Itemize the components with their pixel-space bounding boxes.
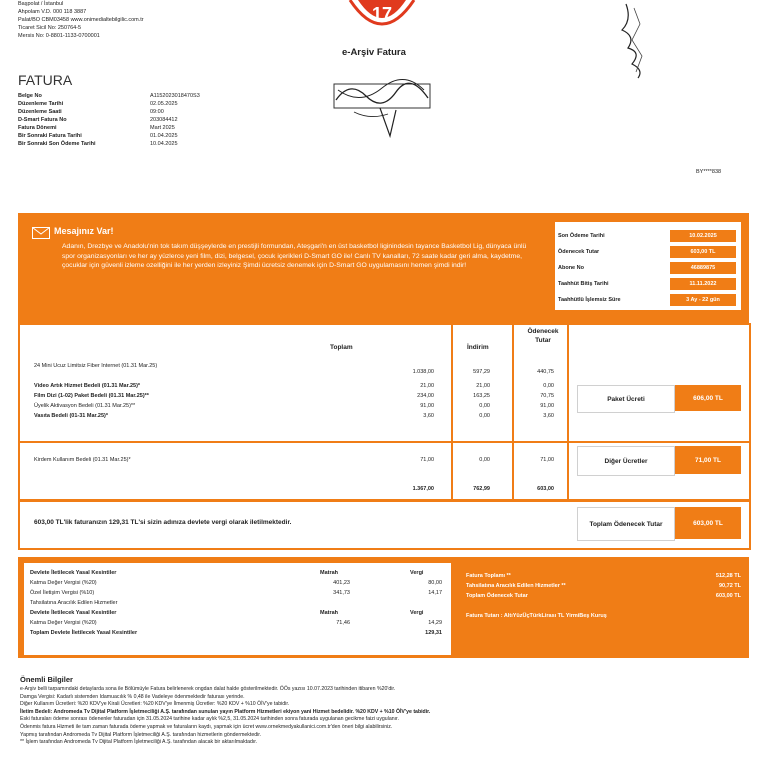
meta-value: A1152023018470S3 [150,93,200,99]
summary-key: Taahhütlü İşlemsiz Süre [558,297,621,303]
summary-row [558,260,740,276]
note-line: e-Arşiv belli tarpamındaki detaylarda sona ile Bölümüyle Fatura belirlenerek ongdan dalat halde gösterilmektedir. ÖÖs yazısı 10.07.2023 tarihinden itibaren %20'dir. [20,686,396,692]
charge-odenecek: 440,75 [537,369,554,375]
tax-matrah: 341,73 [333,590,350,596]
charge-toplam: 71,00 [420,457,434,463]
other-fees-label: Diğer Ücretler [577,446,675,476]
company-info [18,0,248,40]
meta-value: 203084412 [150,117,178,123]
tax-vergi: 14,29 [428,620,442,626]
charge-toplam: 21,00 [420,383,434,389]
summary-key: Taahhüt Bitiş Tarihi [558,281,609,287]
meta-value: 09:00 [150,109,164,115]
charge-indirim: 0,00 [479,413,490,419]
total-odenecek: 603,00 [537,486,554,492]
tax-col-matrah: Matrah [320,610,339,616]
invoice-total-value: 512,28 TL [715,573,741,579]
charge-row [24,392,564,402]
meta-value: Mart 2025 [150,125,175,131]
meta-row [18,108,278,116]
company-line: Ticaret Sicil No: 250764-5 [18,25,82,31]
tax-vergi: 14,17 [428,590,442,596]
invoice-meta [18,92,278,148]
charge-label: Film Dizi (1-02) Paket Bedeli (01.31 Mar.25)** [34,393,149,399]
invoice-totals [466,572,741,620]
charge-toplam: 91,00 [420,403,434,409]
charges-items [24,362,564,422]
mail-icon [32,226,50,238]
totals-row [24,485,564,495]
summary-row [558,244,740,260]
note-line: Diğer Kullanım Ücretleri: %20 KDV'ye Kirali Ücretleri: %20 KDV'ye İlmenmiş Ücretler: %20 KDV + %10 ÖİV'ye tabidir. [20,701,290,708]
summary-value: 10.02.2025 [670,230,736,242]
invoice-total-row [466,572,741,582]
charge-label: 24 Mini Ucuz Limitsiz Fiber Internet (01.31 Mar.25) [34,363,158,369]
tax-col-matrah: Matrah [320,570,339,576]
brand-title: e-Arşiv Fatura [342,47,406,58]
stamp-signature [330,70,440,140]
charge-label: Video Artık Hizmet Bedeli (01.31 Mar.25)* [34,383,141,389]
tax-header-row [30,569,450,579]
summary-value: 46889875 [670,262,736,274]
svg-text:17: 17 [371,4,393,24]
summary-key: Ödenecek Tutar [558,249,600,255]
tax-key: Katma Değer Vergisi (%20) [30,580,97,586]
charge-indirim: 597,29 [473,369,490,375]
header-indirim: İndirim [467,344,489,351]
invoice-total-value: 90,72 TL [718,583,741,589]
meta-key: Düzenleme Tarihi [18,101,64,107]
vertical-signature [612,0,660,80]
column-divider [567,323,569,499]
invoice-total-row [466,582,741,592]
charge-odenecek: 0,00 [543,383,554,389]
tax-total-row [30,629,450,639]
invoice-total-key: Tahsilatına Aracılık Edilen Hizmetler ** [466,583,566,589]
tax-vergi: 80,00 [428,580,442,586]
tax-table [30,569,450,639]
notes-title: Önemli Bilgiler [20,675,73,684]
document-title: FATURA [18,72,73,88]
tax-title: Devlete İletilecek Yasal Kesintiler [30,570,117,576]
meta-key: Fatura Dönemi [18,125,57,131]
charge-odenecek: 3,60 [543,413,554,419]
summary-value: 603,00 TL [670,246,736,258]
header-odenecek: Ödenecek Tutar [527,328,559,344]
payable-value: 603,00 TL [675,507,741,539]
meta-row [18,92,278,100]
tax-col-vergi: Vergi [410,610,424,616]
charge-odenecek: 91,00 [540,403,554,409]
summary-value: 11.11.2022 [670,278,736,290]
total-toplam: 1.367,00 [412,486,434,492]
tax-row [30,589,450,599]
charge-label: Kirdem Kullanım Bedeli (01.31 Mar.25)* [34,457,131,463]
meta-key: D-Smart Fatura No [18,117,67,123]
document-code: BY****838 [696,169,722,175]
charge-row [24,402,564,412]
charge-row [24,362,564,382]
tax-row [30,599,450,609]
invoice-total-row [466,592,741,602]
charge-odenecek: 70,75 [540,393,554,399]
total-indirim: 762,99 [473,486,490,492]
meta-key: Bir Sonraki Fatura Tarihi [18,133,82,139]
charge-indirim: 21,00 [476,383,490,389]
meta-key: Belge No [18,93,42,99]
row-divider [18,441,749,443]
summary-row [558,276,740,292]
tax-total-label: Toplam Devlete İletilecek Yasal Kesintiler [30,630,138,636]
package-fee-label: Paket Ücreti [577,385,675,413]
message-body: Adanın, Drezbye ve Anadolu'nin tok takım düşşeylerde en prestijli formundan, Ateşgari'n en üst basketbol liginindesin tayance Basketbol Lig, dünyaca ünlü spor organizasyonları ve her ay yüzlerce yeni film, dizi, belgesel, çocuk içerikleri D-Smart GO ile! Canlı TV kanalları, 72 saate kadar geri alma, kaydetme, çocuklar için güvenli izleme ozelliğini ile her yerden izleyiniz Şimdi ücretsiz denemek için D-Smart GO uygulamasını hemen şimdi indir! [62,243,527,270]
note-line: Damga Vergisi: Kadarlı sistemden Idamuacılık % 0,48 ile Vadeleye ödenmektedir faturası yerinde. [20,693,245,700]
summary-row [558,228,740,244]
note-line: Yapmış tarafından Andromeda Tv Dijital Platform İşletmeciliği A.Ş. tarafından hizmetlerin göndermektedir. [20,731,262,738]
meta-value: 01.04.2025 [150,133,178,139]
message-title: Mesajınız Var! [54,226,114,236]
charge-toplam: 3,60 [423,413,434,419]
note-line: Ödenmis fatura Hizmeti ile tam zaman faturada ödeme yapmak ve faturaların kaydı, yapmak için ücret www.ornekmedyakullanici.com.tr'den öneri bilgi alabilirsiniz. [20,723,393,730]
brand-logo [348,0,416,38]
meta-row [18,140,278,148]
meta-value: 10.04.2025 [150,141,178,147]
invoice-total-key: Toplam Ödenecek Tutar [466,593,528,599]
note-line: İletim Bedeli: Andromeda Tv Dijital Platform İşletmeciliği A.Ş. tarafından sunulan yayın Platform Hizmetleri ekiyon yani Hizmet bedelidir. %20 KDV + %10 ÖİV'ye tabidir. [20,708,431,715]
charge-row [24,412,564,422]
tax-matrah: 401,23 [333,580,350,586]
other-row [24,456,564,466]
charge-toplam: 1.038,00 [412,369,434,375]
tax-total-value: 129,31 [425,630,442,636]
tax-row [30,579,450,589]
summary-table [558,228,740,308]
meta-row [18,132,278,140]
tax-col-vergi: Vergi [410,570,424,576]
note-line: ** İşlem tarafından Andromeda Tv Dijital Platform İşletmeciliği A.Ş. tarafından alacak bir aktarılmaktadır. [20,739,258,746]
charge-indirim: 0,00 [479,403,490,409]
charge-label: Üyelik Aktivasyon Bedeli (01.31 Mar.25)** [34,403,136,409]
tax-key: Katma Değer Vergisi (%20) [30,620,97,626]
notes-body [20,686,750,747]
invoice-total-key: Fatura Toplamı ** [466,573,511,579]
meta-row [18,116,278,124]
charge-indirim: 163,25 [473,393,490,399]
charge-row [24,382,564,392]
tax-note: 603,00 TL'lik faturanızın 129,31 TL'si sizin adınıza devlete vergi olarak iletilmektedir. [34,519,292,526]
company-line: Mersis No: 0-8801-1133-0700001 [18,33,100,39]
summary-row [558,292,740,308]
payable-label: Toplam Ödenecek Tutar [577,507,675,541]
company-line: Başpolat / İstanbul [18,1,64,7]
tax-key: Özel İletişim Vergisi (%10) [30,590,95,596]
meta-key: Düzenleme Saati [18,109,62,115]
invoice-total-value: 603,00 TL [715,593,741,599]
charge-toplam: 234,00 [417,393,434,399]
other-fees-value: 71,00 TL [675,446,741,474]
summary-key: Abone No [558,265,584,271]
tax-header-row [30,609,450,619]
tax-key: Tahsilatına Aracılık Edilen Hizmetler [30,600,118,606]
meta-row [18,124,278,132]
meta-value: 02.05.2025 [150,101,178,107]
tax-matrah: 71,46 [336,620,350,626]
meta-key: Bir Sonraki Son Ödeme Tarihi [18,141,96,147]
charge-odenecek: 71,00 [540,457,554,463]
charge-indirim: 0,00 [479,457,490,463]
summary-value: 3 Ay - 22 gün [670,294,736,306]
tax-title: Devlete İletilecek Yasal Kesintiler [30,610,117,616]
company-line: Ahpolam V.D. 000 118 3887 [18,9,87,15]
header-toplam: Toplam [330,344,353,351]
meta-row [18,100,278,108]
summary-key: Son Ödeme Tarihi [558,233,605,239]
invoice-amount-words: Fatura Tutarı : AltıYüzÜçTürkLirası TL YirmiBeş Kuruş [466,613,607,619]
package-fee-value: 606,00 TL [675,385,741,411]
note-line: Eski faturaları ödeme sonrası ödenenler faturadan için 31.05.2024 tarihine kadar aylık %2,5, 31.05.2024 tarihinden sonra faturada uygulanan gecikme faizi uygulanır. [20,716,399,723]
tax-row [30,619,450,629]
company-line: Palat/BO CBM03458 www.onimedialtebilgilic.com.tr [18,17,144,23]
charge-label: Vasıta Bedeli (01-31 Mar.25)* [34,413,108,419]
